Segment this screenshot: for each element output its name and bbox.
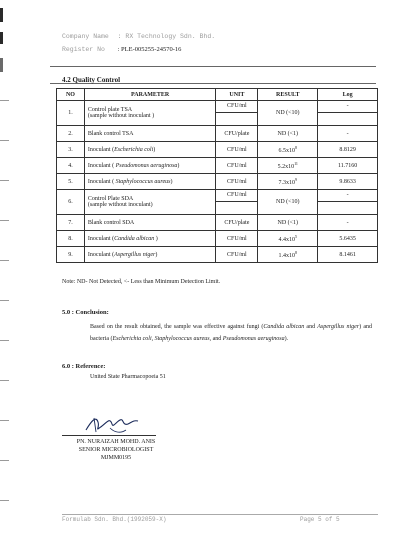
- table-row: 1. Control plate TSA (sample without inoculant ) CFU/ml ND (<10) -: [57, 101, 378, 126]
- conclusion-text: Based on the result obtained, the sample was effective against fungi (Candida albican and Aspergillus niger) and bacteria (Escherichia coli, Staphylococcus aureus, and Pseudomonas aeruginosa).: [90, 324, 372, 342]
- register-no-value: : PLE-005255-24570-16: [117, 46, 182, 53]
- table-note: Note: ND- Not Detected, <- Less than Minimum Detection Limit.: [62, 279, 221, 285]
- table-row: 4. Inoculant ( Pseudomonas aeruginosa) CFU/ml $5.2x10^{11}$ 11.7160: [57, 158, 378, 174]
- table-row: 2. Blank control TSA CFU/plate ND (<1) -: [57, 126, 378, 142]
- binding-mark-2: [0, 32, 3, 44]
- table-header-row: [57, 89, 378, 101]
- footer-divider: [62, 514, 378, 515]
- table-row: 7. Blank control SDA CFU/plate ND (<1) -: [57, 215, 378, 231]
- col-header-parameter: PARAMETER: [84, 89, 215, 101]
- signatory-name: PN. NURAIZAH MOHD. ANIS: [76, 439, 156, 445]
- company-name-value: : RX Technology Sdn. Bhd.: [117, 33, 216, 40]
- register-no-label: Register No: [62, 46, 105, 53]
- conclusion-heading: 5.0 : Conclusion:: [62, 309, 109, 316]
- binding-mark-1: [0, 8, 3, 22]
- col-header-no: NO: [57, 89, 85, 101]
- company-name-row: [62, 33, 215, 40]
- table-row: 5. Inoculant ( Staphylococcus aureus) CFU/ml $7.3x10^9$ 9.8633: [57, 174, 378, 190]
- footer-company: Formulab Sdn. Bhd.(1992059-X): [62, 516, 167, 523]
- signatory-id: MJMM0195: [100, 455, 132, 461]
- table-row: 8. Inoculant (Candida albican ) CFU/ml $4.4x10^5$ 5.6435: [57, 231, 378, 247]
- table-row: 3. Inoculant (Escherichia coli) CFU/ml $6.5x10^8$ 8.8129: [57, 142, 378, 158]
- col-header-unit: UNIT: [216, 89, 258, 101]
- signature-line: [62, 435, 156, 436]
- section-title: 4.2 Quality Control: [62, 76, 121, 84]
- company-name-label: Company Name: [62, 33, 109, 40]
- reference-text: United State Pharmacopoeia 51: [90, 374, 166, 380]
- binding-mark-3: [0, 58, 3, 72]
- col-header-result: RESULT: [258, 89, 318, 101]
- quality-control-table: [56, 88, 378, 263]
- footer-page-number: Page 5 of 5: [300, 516, 340, 523]
- header-divider-top: [50, 66, 376, 67]
- signatory-block: [62, 438, 170, 462]
- signatory-title: SENIOR MICROBIOLOGIST: [78, 447, 154, 453]
- col-header-log: Log: [318, 89, 378, 101]
- table-row: 6. Control Plate SDA (sample without inoculant) CFU/ml ND (<10) -: [57, 190, 378, 215]
- register-no-row: [62, 46, 181, 53]
- reference-heading: 6.0 : Reference:: [62, 363, 106, 370]
- table-row: 9. Inoculant (Aspergillus niger) CFU/ml $1.4x10^8$ 8.1461: [57, 247, 378, 263]
